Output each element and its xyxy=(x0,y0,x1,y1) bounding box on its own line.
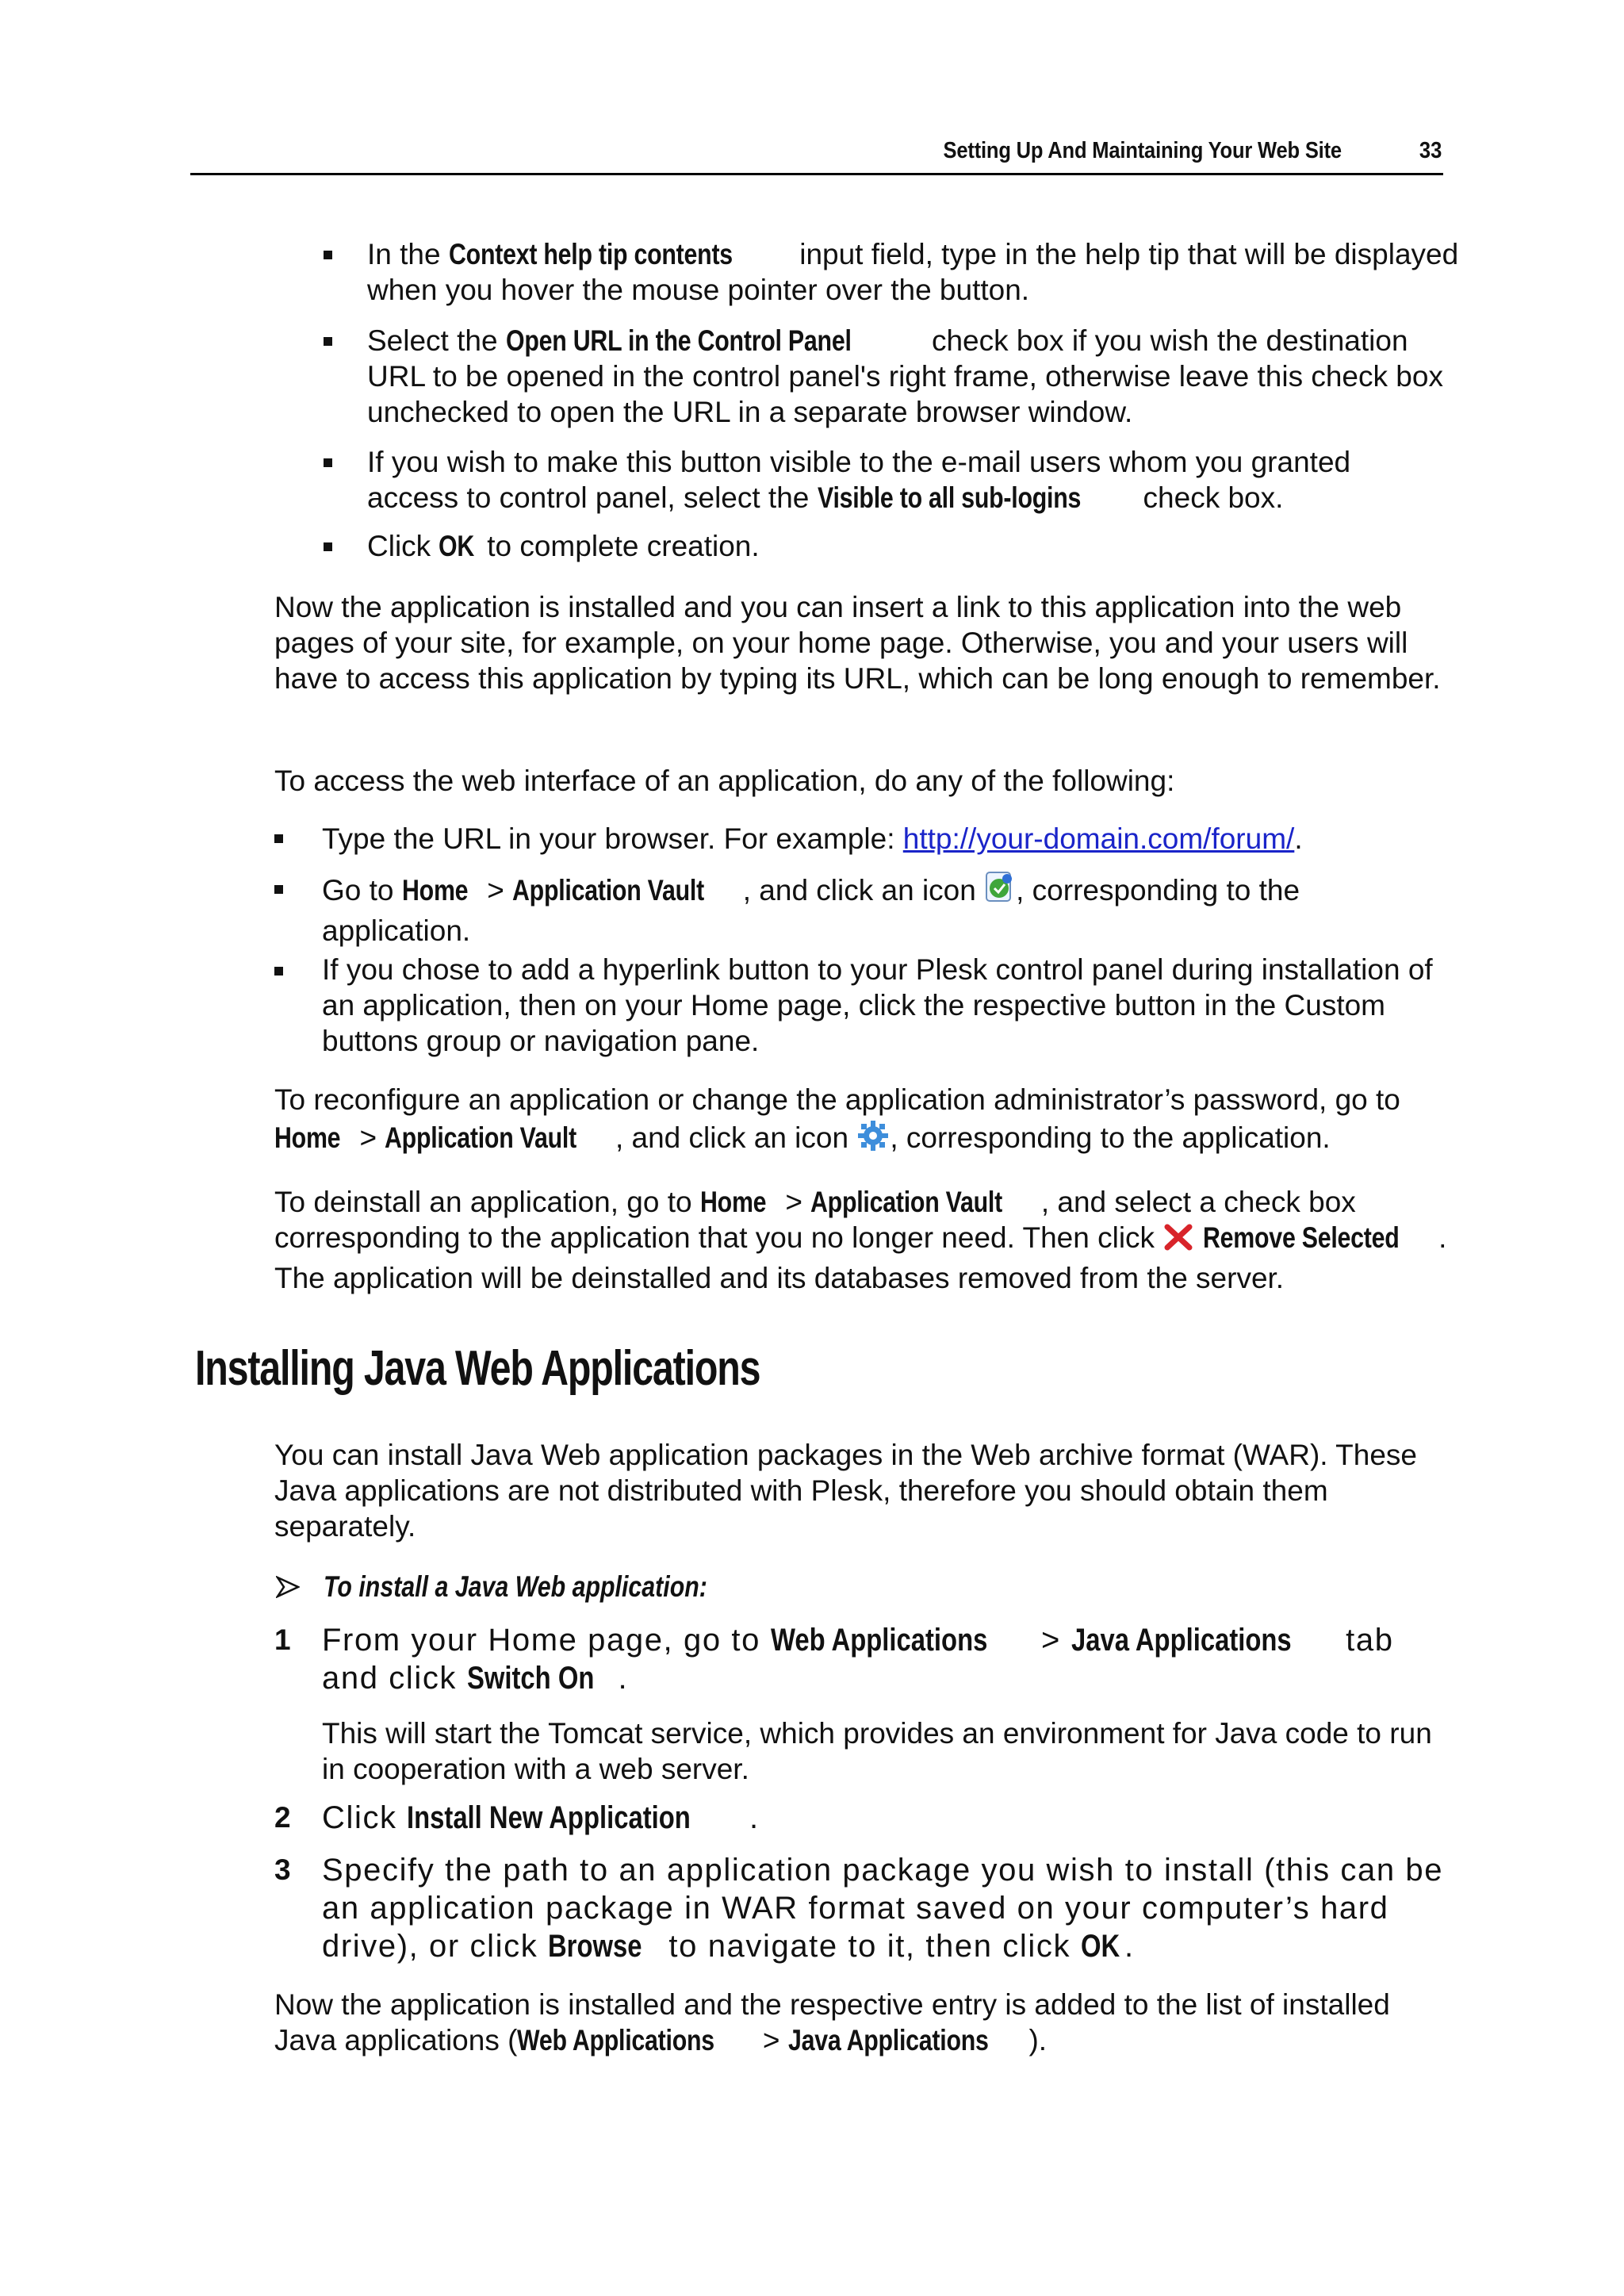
header-title: Setting Up And Maintaining Your Web Site xyxy=(943,138,1342,163)
list-item: In the Context help tip contents input field, type in the help tip that will be displayed when you hover the mouse pointer over the button. xyxy=(367,238,1459,306)
bullet-marker xyxy=(324,542,332,551)
step-number: 3 xyxy=(274,1853,291,1886)
bullet-marker xyxy=(324,337,332,346)
bullet-marker xyxy=(274,885,283,894)
list-item: Type the URL in your browser. For example: http://your-domain.com/forum/. xyxy=(322,822,1303,855)
paragraph: Now the application is installed and you can insert a link to this application into the web pages of your site, for example, on your home page. Otherwise, you and your users will have to access this application by typing its URL, which can be long enough to remember. xyxy=(274,591,1441,695)
procedure-arrow-icon xyxy=(276,1576,300,1602)
step-text: Specify the path to an application package you wish to install (this can be an application package in WAR format saved on your computer’s hard drive), or click Browse to navigate to it, then click OK . xyxy=(322,1853,1444,1964)
example-url-link[interactable]: http://your-domain.com/forum/ xyxy=(902,822,1295,855)
procedure-title: To install a Java Web application: xyxy=(324,1570,707,1603)
step-number: 2 xyxy=(274,1801,291,1834)
paragraph: Now the application is installed and the respective entry is added to the list of installed Java applications (Web Applications > Java Applications ). xyxy=(274,1988,1390,2056)
ui-term: OK xyxy=(1080,1929,1120,1964)
page-number: 33 xyxy=(1419,138,1442,163)
list-item: Select the Open URL in the Control Panel check box if you wish the destination URL to be opened in the control panel's right frame, otherwise leave this check box unchecked to open the URL in a separate browser window. xyxy=(367,324,1443,428)
bullet-marker xyxy=(274,967,283,976)
ui-term: Install New Application xyxy=(407,1800,691,1835)
ui-term: Home xyxy=(699,1186,767,1218)
step-note: This will start the Tomcat service, which provides an environment for Java code to run in cooperation with a web server. xyxy=(322,1717,1432,1785)
step-text: From your Home page, go to Web Applications > Java Applications tab and click Switch On . xyxy=(322,1623,1394,1696)
list-item: Click OK to complete creation. xyxy=(367,530,760,562)
ui-term: Browse xyxy=(548,1929,642,1964)
list-item: If you wish to make this button visible to the e-mail users whom you granted access to control panel, select the Visible to all sub-logins check box. xyxy=(367,446,1351,514)
ui-term: Context help tip contents xyxy=(448,238,733,270)
ui-term: Application Vault xyxy=(810,1186,1003,1218)
ui-term: Switch On xyxy=(466,1661,595,1696)
ui-term: Java Applications xyxy=(1071,1623,1292,1658)
bullet-marker xyxy=(274,834,283,843)
ui-term: OK xyxy=(439,530,475,562)
step-text: Click Install New Application . xyxy=(322,1800,760,1835)
ui-term: Application Vault xyxy=(512,874,705,907)
paragraph: To access the web interface of an application, do any of the following: xyxy=(274,765,1175,797)
paragraph: You can install Java Web application packages in the Web archive format (WAR). These Java applications are not distributed with Plesk, therefore you should obtain them separately. xyxy=(274,1439,1417,1543)
step-number: 1 xyxy=(274,1623,291,1656)
remove-icon xyxy=(1162,1222,1194,1260)
ui-term: Java Applications xyxy=(787,2024,989,2056)
list-item: Go to Home > Application Vault , and click an icon , corresponding to the application. xyxy=(322,870,1353,949)
settings-gear-icon xyxy=(856,1119,890,1162)
ui-term: Web Applications xyxy=(770,1623,988,1658)
open-application-icon xyxy=(984,870,1016,913)
bullet-marker xyxy=(324,251,332,259)
ui-term: Home xyxy=(401,874,469,907)
ui-term: Visible to all sub-logins xyxy=(817,481,1081,514)
paragraph: To deinstall an application, go to Home > Application Vault , and select a check box corresponding to the application that you no longer need. Then click Remove Selected . The application will be deinstalled and its databases removed from the server. xyxy=(274,1186,1447,1294)
ui-term: Open URL in the Control Panel xyxy=(505,324,852,357)
ui-term: Home xyxy=(274,1121,341,1154)
ui-term: Remove Selected xyxy=(1202,1221,1400,1254)
paragraph: To reconfigure an application or change the application administrator’s password, go to Home > Application Vault , and click an icon , corresponding to the application. xyxy=(274,1081,1464,1162)
bullet-marker xyxy=(324,458,332,467)
running-header xyxy=(190,136,1443,175)
ui-term: Web Applications xyxy=(517,2024,715,2056)
ui-term: Application Vault xyxy=(385,1121,577,1154)
list-item: If you chose to add a hyperlink button to your Plesk control panel during installation of an application, then on your Home page, click the respective button in the Custom buttons group or navigation pane. xyxy=(322,953,1433,1057)
section-heading: Installing Java Web Applications xyxy=(195,1341,760,1396)
